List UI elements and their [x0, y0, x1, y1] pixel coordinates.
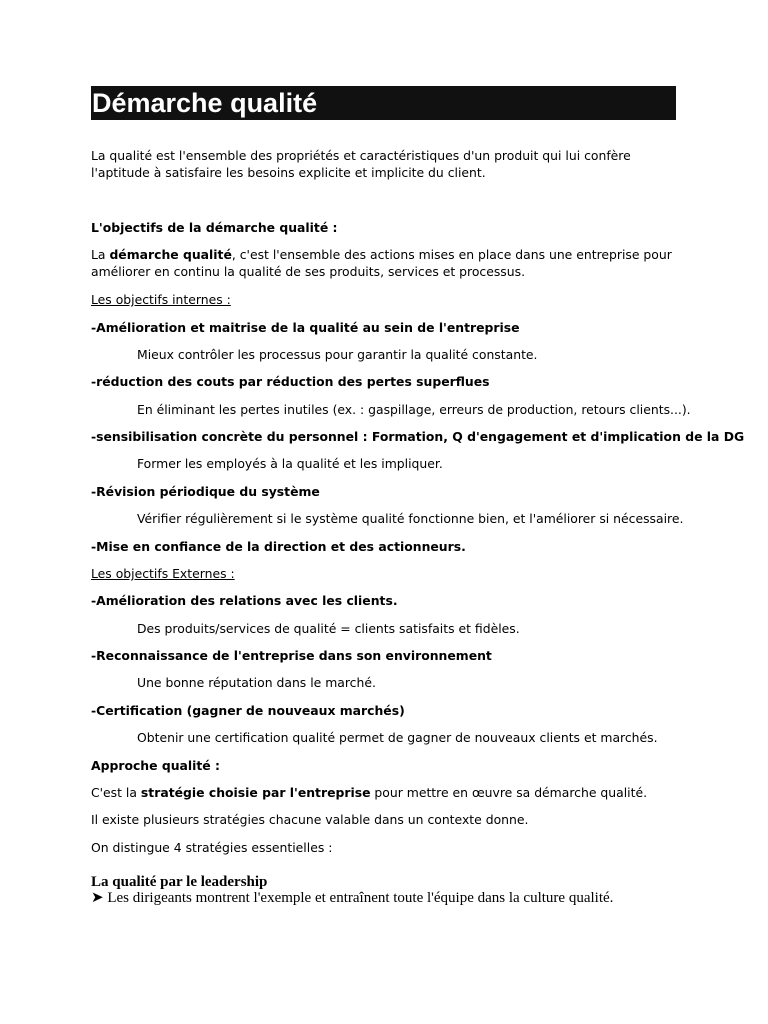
externe-item-detail: Obtenir une certification qualité permet de gagner de nouveaux clients et marchés. [137, 730, 658, 745]
approche-line-1 [91, 784, 681, 801]
approche-line-1-before: C'est la [91, 785, 141, 800]
approche-heading: Approche qualité : [91, 758, 220, 773]
interne-item-detail: Former les employés à la qualité et les impliquer. [137, 456, 443, 471]
intro-paragraph: La qualité est l'ensemble des propriétés et caractéristiques d'un produit qui lui confère l'aptitude à satisfaire les besoins explicite et implicite du client. [91, 148, 631, 180]
interne-item-title: -réduction des couts par réduction des pertes superflues [91, 374, 490, 389]
interne-item-detail: En éliminant les pertes inutiles (ex. : gaspillage, erreurs de production, retours clients...). [137, 402, 691, 417]
externes-heading: Les objectifs Externes : [91, 566, 235, 581]
objectifs-heading: L'objectifs de la démarche qualité : [91, 220, 338, 235]
definition-after: , c'est l'ensemble des actions mises en place dans une entreprise pour améliorer en continu la qualité de ses produits, services et processus. [91, 247, 672, 279]
page-title: Démarche qualité [91, 86, 676, 120]
externe-item-title: -Certification (gagner de nouveaux marchés) [91, 703, 405, 718]
approche-line-2: Il existe plusieurs stratégies chacune valable dans un contexte donne. [91, 812, 529, 827]
externe-item-title: -Reconnaissance de l'entreprise dans son environnement [91, 648, 492, 663]
externe-item-detail: Une bonne réputation dans le marché. [137, 675, 376, 690]
definition-before: La [91, 247, 110, 262]
arrow-bullet-icon: ➤ [91, 890, 104, 906]
definition-paragraph [91, 246, 681, 280]
externe-item-detail: Des produits/services de qualité = clients satisfaits et fidèles. [137, 621, 520, 636]
approche-line-3: On distingue 4 stratégies essentielles : [91, 840, 333, 855]
approche-line-1-after: pour mettre en œuvre sa démarche qualité. [370, 785, 648, 800]
externe-item-title: -Amélioration des relations avec les clients. [91, 593, 398, 608]
interne-item-title: -Mise en confiance de la direction et des actionneurs. [91, 539, 466, 554]
internes-heading: Les objectifs internes : [91, 292, 231, 307]
leadership-heading: La qualité par le leadership [91, 874, 268, 890]
approche-line-1-bold: stratégie choisie par l'entreprise [140, 785, 371, 800]
definition-bold: démarche qualité [109, 247, 232, 262]
interne-item-detail: Vérifier régulièrement si le système qualité fonctionne bien, et l'améliorer si nécessaire. [137, 511, 684, 526]
leadership-line [91, 890, 681, 907]
leadership-text: Les dirigeants montrent l'exemple et entraînent toute l'équipe dans la culture qualité. [103, 890, 614, 906]
interne-item-title: -sensibilisation concrète du personnel : Formation, Q d'engagement et d'implication de la DG [91, 429, 745, 444]
interne-item-title: -Amélioration et maitrise de la qualité au sein de l'entreprise [91, 320, 520, 335]
interne-item-detail: Mieux contrôler les processus pour garantir la qualité constante. [137, 347, 538, 362]
interne-item-title: -Révision périodique du système [91, 484, 320, 499]
